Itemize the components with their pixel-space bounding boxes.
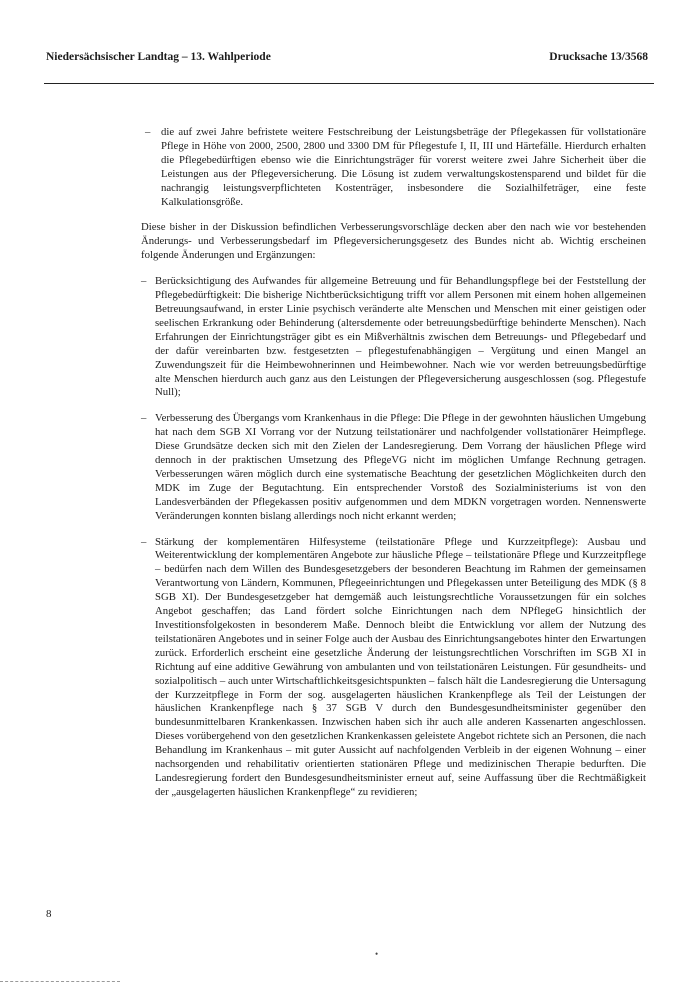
dash-bullet: – (141, 275, 147, 288)
dash-bullet: – (141, 412, 147, 425)
header-divider (44, 83, 654, 84)
list-item (141, 412, 646, 523)
item-text: Stärkung der komplementären Hilfesysteme (teilstationäre Pflege und Kurzzeitpflege): Ausbau und Weiterentwicklung der komplementären Angebote zur häusliche Pflege – teilstationäre Pflege und Kurzzeitpflege – bedürfen nach dem Willen des Bundesgesetzgebers der besonderen Beachtung im Rahmen der gemeinsamen Verantwortung von Ländern, Kommunen, Pflegeeinrichtungen und Pflegekassen unter Beteiligung des MDK (§ 8 SGB XI). Der Bundesgesetzgeber hat demgemäß auch leistungsrechtliche Voraussetzungen für ein solches Angebot geschaffen; das Land fördert solche Einrichtungen nach dem NPflegeG hinsichtlich der Investitionsfolgekosten in besonderem Maße. Dennoch bleibt die Entwicklung vor allem der Nutzung des teilstationären Angebotes und in seiner Folge auch der Ausbau des Einrichtungsangebotes hinter den Erwartungen zurück. Erforderlich erscheint eine gesetzliche Änderung der leistungsrechtlichen Vorschriften im SGB XI in Richtung auf eine additive Gewährung von ambulanten und von teilstationären Leistungen. Für gesundheits- und sozialpolitisch – auch unter Wirtschaftlichkeitsgesichtspunkten – falsch hält die Landesregierung die Untersagung der Kurzzeitpflege in Form der sog. ausgelagerten häuslichen Krankenpflege als Teil der Leistungen der häuslichen Krankenpflege nach § 37 SGB V durch den Bundesgesundheitsminister gegenüber den bundesunmittelbaren Krankenkassen. Inzwischen haben sich ihr auch alle anderen Kassenarten angeschlossen. Dieses vorübergehend von den gesetzlichen Krankenkassen geleistete Angebot richtete sich an Personen, die nach Behandlung im Krankenhaus – mit guter Aussicht auf nachfolgenden Verbleib in der eigenen Wohnung – einer nachsorgenden und rehabilitativ orientierten stationären Pflege und medizinischen Therapie bedurften. Die Landesregierung fordert den Bundesgesundheitsminister erneut auf, seine Auffassung über die Rechtmäßigkeit der „ausgelagerten häuslichen Krankenpflege“ zu revidieren; (155, 535, 646, 798)
scan-edge-line (0, 981, 120, 982)
item-text: Berücksichtigung des Aufwandes für allgemeine Betreuung und für Behandlungspflege bei der Feststellung der Pflegebedürftigkeit: Die bisherige Nichtberücksichtigung trifft vor allem Personen mit einem hohen allgemeinen Betreuungsaufwand, in erster Linie psychisch veränderte alte Menschen und Menschen mit einer geistigen oder seelischen Erkrankung oder Behinderung (altersdemente oder betreuungsbedürftige behinderte Menschen). Nach Erfahrungen der Einrichtungsträger gibt es ein Mißverhältnis zwischen dem Betreuungs- und Pflegebedarf und der dafür vereinbarten bzw. festgesetzten – pflegestufenabhängigen – Vergütung und einen Mangel an Zuwendungszeit für die Heimbewohnerinnen und Heimbewohner. Nach wie vor werden betreuungsbedürftige alte Menschen hierdurch auch ganz aus den Leistungen der Pflegeversicherung ausgeschlossen (sog. Pflegestufe Null); (155, 275, 646, 399)
document-body (141, 126, 646, 812)
document-number: Drucksache 13/3568 (549, 51, 648, 63)
dash-bullet: – (141, 535, 147, 548)
item-text: Verbesserung des Übergangs vom Krankenhaus in die Pflege: Die Pflege in der gewohnten häuslichen Umgebung hat nach dem SGB XI Vorrang vor der Nutzung teilstationärer und nachfolgender vollstationärer Heimpflege. Diese Grundsätze decken sich mit den Zielen der Landesregierung. Dem Vorrang der häuslichen Pflege wird dennoch in der praktischen Umsetzung des PflegeVG nicht im möglichen Umfange Rechnung getragen. Verbesserungen wären möglich durch eine systematische Beachtung der gesetzlichen Möglichkeiten durch den MDK im Zuge der Begutachtung. Ein entsprechender Vorstoß des Sozialministeriums ist von den Landesverbänden der Pflegekassen positiv aufgenommen und dem MDKN vorgetragen worden. Nennenswerte Veränderungen konnten bislang allerdings noch nicht erkannt werden; (155, 412, 646, 522)
page-number: 8 (46, 908, 52, 920)
dash-bullet: – (145, 126, 151, 138)
header-title: Niedersächsischer Landtag – 13. Wahlperiode (46, 51, 271, 63)
list-item (145, 126, 646, 209)
list-item (141, 275, 646, 400)
scan-mark: • (375, 949, 379, 959)
intro-paragraph: Diese bisher in der Diskussion befindlichen Verbesserungsvorschläge decken aber den nach wie vor bestehenden Änderungs- und Verbesserungsbedarf im Pflegeversicherungsgesetz des Bundes nicht ab. Wichtig erscheinen folgende Änderungen und Ergänzungen: (141, 221, 646, 262)
item-text: die auf zwei Jahre befristete weitere Festschreibung der Leistungsbeträge der Pflegekassen für vollstationäre Pflege in Höhe von 2000, 2500, 2800 und 3300 DM für Pflegestufe I, II, III und Härtefälle. Hierdurch erhalten die Pflegebedürftigen ebenso wie die Einrichtungsträger für vorerst weitere zwei Jahre Sicherheit über die Leistungen aus der Pflegeversicherung. Die Lösung ist zudem verwaltungskostensparend und bildet für die nachrangig leistungsverpflichteten Kostenträger, insbesondere die Sozialhilfeträger, eine feste Kalkulationsgröße. (161, 126, 646, 208)
list-item (141, 536, 646, 800)
